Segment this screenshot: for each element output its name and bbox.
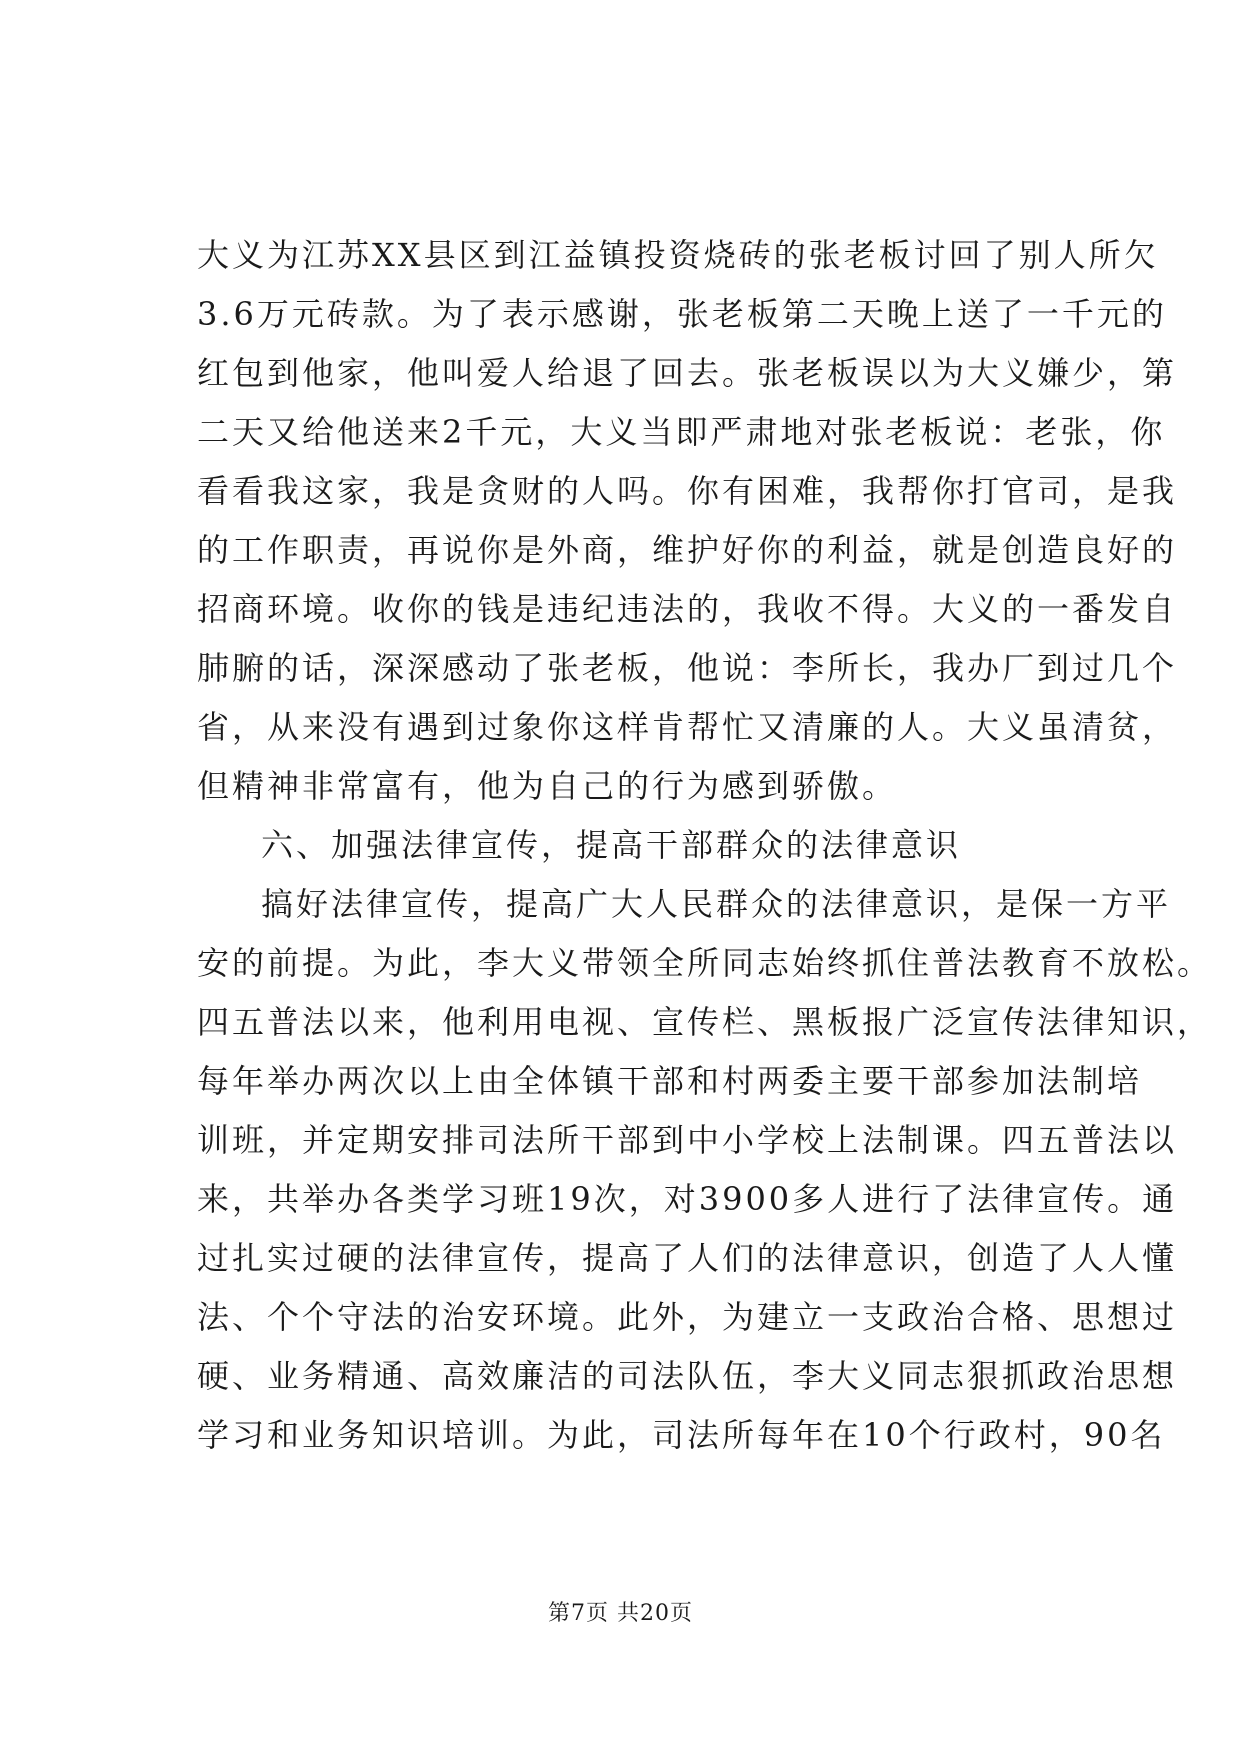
- text-line: 3.6万元砖款。为了表示感谢，张老板第二天晚上送了一千元的: [197, 295, 1167, 333]
- text-line: 二天又给他送来2千元，大义当即严肃地对张老板说：老张，你: [197, 413, 1166, 451]
- text-line: 招商环境。收你的钱是违纪违法的，我收不得。大义的一番发自: [197, 590, 1178, 628]
- text-line: 硬、业务精通、高效廉洁的司法队伍，李大义同志狠抓政治思想: [197, 1357, 1178, 1395]
- text-line: 红包到他家，他叫爱人给退了回去。张老板误以为大义嫌少，第: [197, 354, 1178, 392]
- text-line: 肺腑的话，深深感动了张老板，他说：李所长，我办厂到过几个: [197, 649, 1178, 687]
- page-number: 第7页 共20页: [548, 1601, 693, 1626]
- text-line: 搞好法律宣传，提高广大人民群众的法律意识，是保一方平: [261, 885, 1172, 923]
- text-line: 过扎实过硬的法律宣传，提高了人们的法律意识，创造了人人懂: [197, 1239, 1178, 1277]
- text-line: 大义为江苏XX县区到江益镇投资烧砖的张老板讨回了别人所欠: [197, 236, 1159, 274]
- text-line: 四五普法以来，他利用电视、宣传栏、黑板报广泛宣传法律知识，: [197, 1003, 1213, 1041]
- text-line: 省，从来没有遇到过象你这样肯帮忙又清廉的人。大义虽清贫，: [197, 708, 1178, 746]
- text-line: 看看我这家，我是贪财的人吗。你有困难，我帮你打官司，是我: [197, 472, 1178, 510]
- text-line: 每年举办两次以上由全体镇干部和村两委主要干部参加法制培: [197, 1062, 1143, 1100]
- text-line: 但精神非常富有，他为自己的行为感到骄傲。: [197, 767, 898, 805]
- section-heading: 六、加强法律宣传，提高干部群众的法律意识: [261, 826, 962, 864]
- text-line: 训班，并定期安排司法所干部到中小学校上法制课。四五普法以: [197, 1121, 1178, 1159]
- text-line: 安的前提。为此，李大义带领全所同志始终抓住普法教育不放松。: [197, 944, 1213, 982]
- body-text: [197, 226, 1213, 1465]
- text-line: 来，共举办各类学习班19次，对3900多人进行了法律宣传。通: [197, 1180, 1178, 1218]
- text-line: 学习和业务知识培训。为此，司法所每年在10个行政村，90名: [197, 1416, 1166, 1454]
- text-line: 的工作职责，再说你是外商，维护好你的利益，就是创造良好的: [197, 531, 1178, 569]
- text-line: 法、个个守法的治安环境。此外，为建立一支政治合格、思想过: [197, 1298, 1178, 1336]
